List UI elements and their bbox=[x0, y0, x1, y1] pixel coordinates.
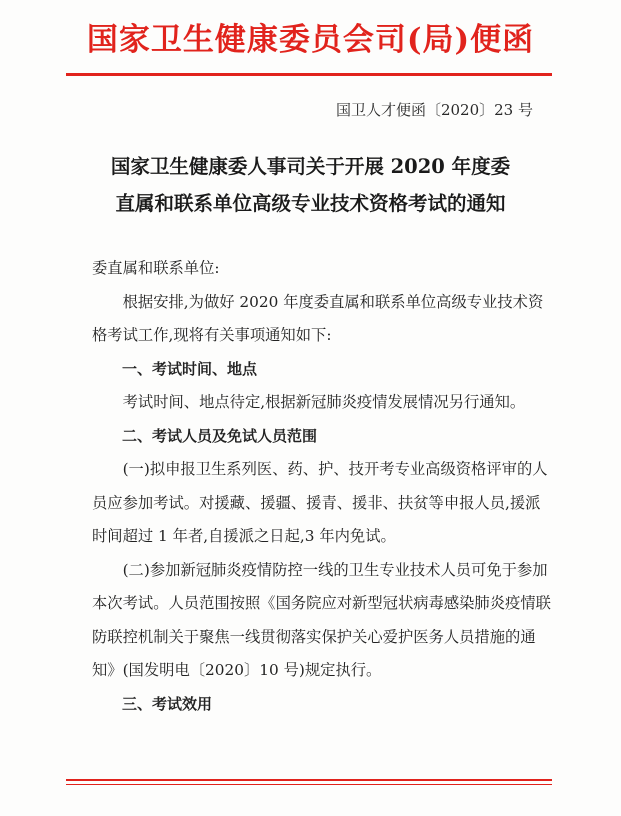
footer-red-rule bbox=[66, 779, 552, 781]
document-number: 国卫人才便函〔2020〕23 号 bbox=[335, 101, 533, 119]
section-3-heading: 三、考试效用 bbox=[122, 694, 213, 713]
notice-title-line-1: 国家卫生健康委人事司关于开展 2020 年度委 bbox=[110, 155, 511, 178]
section-1-heading: 一、考试时间、地点 bbox=[122, 359, 258, 378]
intro-paragraph: 根据安排,为做好 2020 年度委直属和联系单位高级专业技术资格考试工作,现将有关事项通知如下: bbox=[92, 292, 544, 344]
letterhead-red-rule bbox=[66, 73, 552, 76]
section-2-item-1: (一)拟申报卫生系列医、药、护、技开考专业高级资格评审的人员应参加考试。对援藏、援疆、援青、援非、扶贫等申报人员,援派时间超过 1 年者,自援派之日起,3 年内免试。 bbox=[92, 460, 548, 545]
section-2-heading: 二、考试人员及免试人员范围 bbox=[122, 426, 318, 445]
section-2-item-2: (二)参加新冠肺炎疫情防控一线的卫生专业技术人员可免于参加本次考试。人员范围按照《国务院应对新型冠状病毒感染肺炎疫情联防联控机制关于聚焦一线贯彻落实保护关心爱护医务人员措施的通知》(国发明电〔2020〕10 号)规定执行。 bbox=[92, 560, 551, 679]
notice-body bbox=[92, 252, 554, 721]
letterhead-title: 国家卫生健康委员会司(局)便函 bbox=[86, 22, 535, 58]
salutation: 委直属和联系单位: bbox=[92, 259, 220, 277]
notice-title-line-2: 直属和联系单位高级专业技术资格考试的通知 bbox=[115, 192, 506, 215]
notice-title bbox=[66, 148, 555, 222]
footer-red-rule-thin bbox=[66, 784, 552, 785]
section-1-paragraph: 考试时间、地点待定,根据新冠肺炎疫情发展情况另行通知。 bbox=[122, 393, 526, 411]
